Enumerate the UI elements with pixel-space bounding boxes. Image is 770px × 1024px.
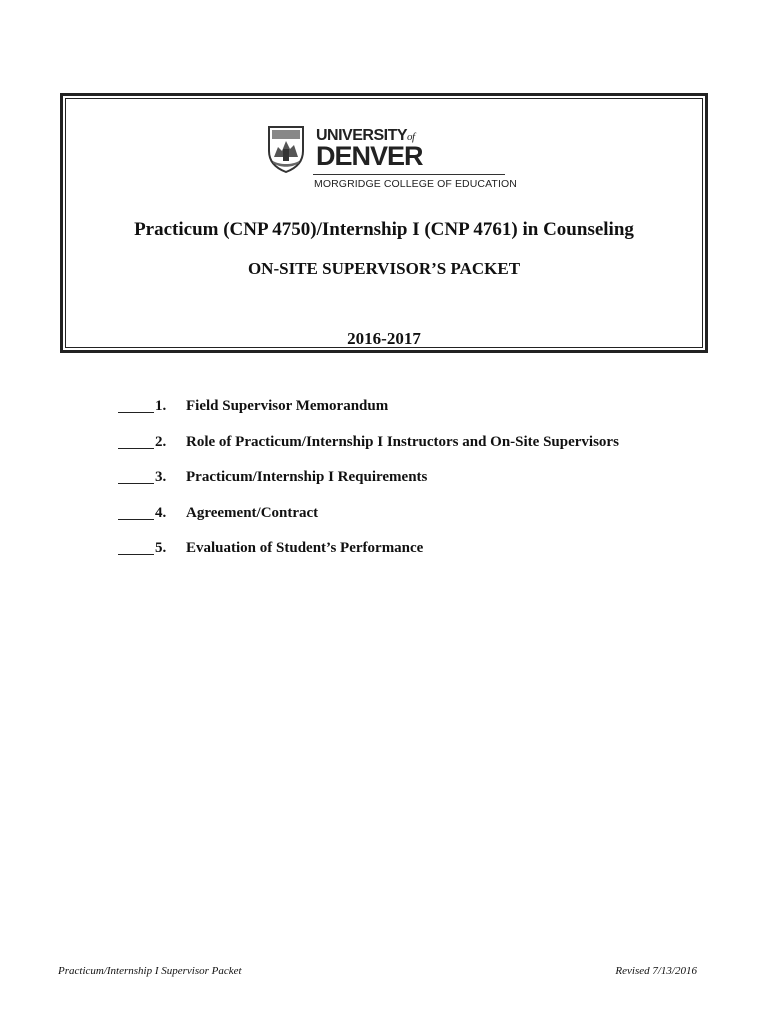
logo-divider xyxy=(313,174,505,175)
checklist-label: Evaluation of Student’s Performance xyxy=(186,540,424,556)
checklist-number: 3. xyxy=(155,469,167,485)
checklist-number: 1. xyxy=(155,398,167,414)
logo-university: UNIVERSITY xyxy=(316,127,408,144)
checkbox-blank-line[interactable] xyxy=(118,448,154,449)
checklist-label: Agreement/Contract xyxy=(186,504,319,521)
checklist-number: 4. xyxy=(155,504,167,521)
checklist-label: Role of Practicum/Internship I Instructors and On-Site Supervisors xyxy=(186,433,619,450)
packet-title: Practicum (CNP 4750)/Internship I (CNP 4761) in Counseling xyxy=(134,219,634,240)
checkbox-blank-line[interactable] xyxy=(118,483,154,484)
academic-year: 2016-2017 xyxy=(347,329,421,348)
logo-university-text xyxy=(316,127,415,145)
footer-revision-date: Revised 7/13/2016 xyxy=(615,965,697,977)
checklist-number: 5. xyxy=(155,540,167,556)
logo-of: of xyxy=(407,131,415,143)
footer-document-name: Practicum/Internship I Supervisor Packet xyxy=(58,965,242,977)
logo-college-name: MORGRIDGE COLLEGE OF EDUCATION xyxy=(314,178,517,190)
logo-denver-text: DENVER xyxy=(316,141,423,171)
checkbox-blank-line[interactable] xyxy=(118,412,154,413)
checklist-label: Field Supervisor Memorandum xyxy=(186,398,389,414)
university-logo xyxy=(266,125,517,195)
checklist-number: 2. xyxy=(155,433,167,450)
checklist-label: Practicum/Internship I Requirements xyxy=(186,469,428,485)
checkbox-blank-line[interactable] xyxy=(118,554,154,555)
checkbox-blank-line[interactable] xyxy=(118,519,154,520)
university-crest-icon xyxy=(266,125,306,173)
packet-subtitle: ON-SITE SUPERVISOR’S PACKET xyxy=(247,259,521,278)
header-box xyxy=(60,93,708,353)
